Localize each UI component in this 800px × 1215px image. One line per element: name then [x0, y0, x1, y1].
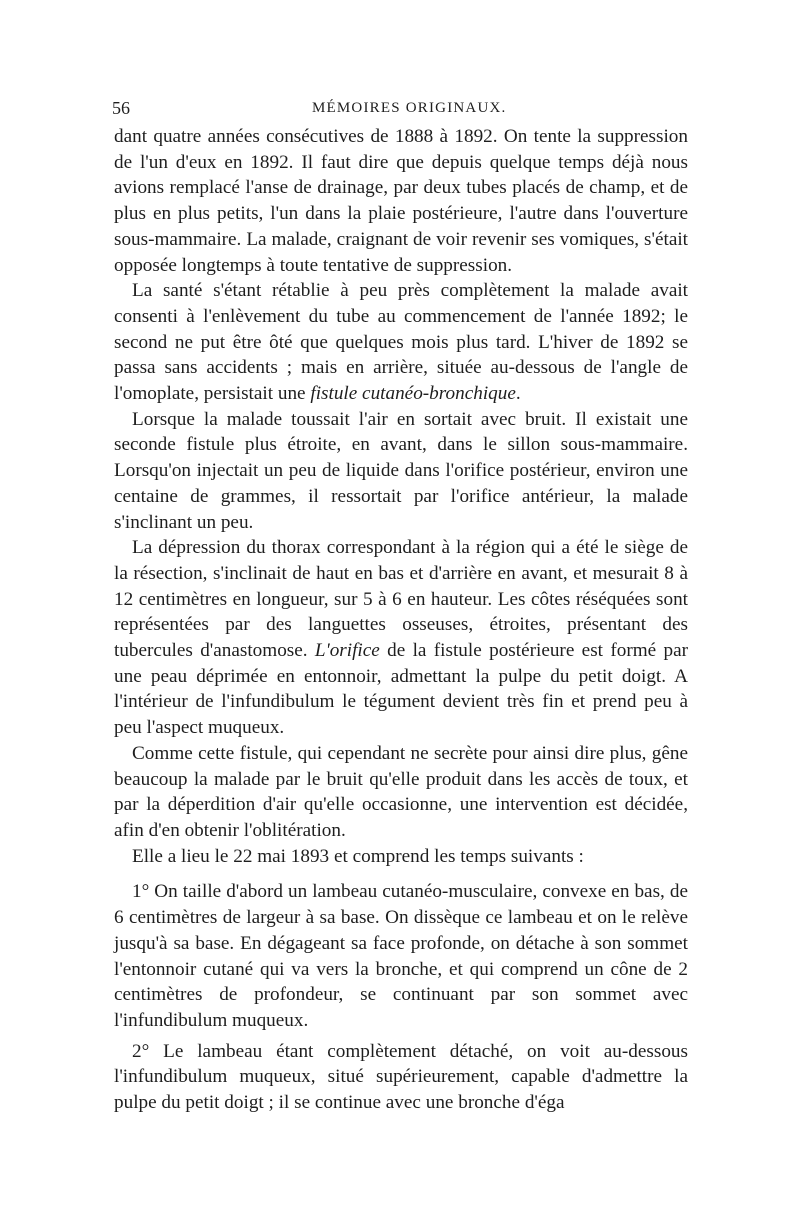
page-number: 56 [112, 98, 130, 118]
paragraph-6: Elle a lieu le 22 mai 1893 et comprend les temps suivants : [132, 845, 584, 867]
paragraph-2 [114, 278, 688, 407]
step-1-paragraph: 1° On taille d'abord un lambeau cutanéo-musculaire, convexe en bas, de 6 centimètres de largeur à sa base. On dissèque ce lambeau et on le relève jusqu'à sa base. En dégageant sa face profonde, on détache à son sommet l'entonnoir cutané qui va vers la bronche, et qui comprend un cône de 2 centimètres de profondeur, se continuant par son sommet avec l'infundibulum muqueux. [114, 881, 688, 1031]
paragraph-1: dant quatre années consécutives de 1888 à 1892. On tente la suppression de l'un d'eux en 1892. Il faut dire que depuis quelque temps déjà nous avions remplacé l'anse de drainage, par deux tubes placés de champ, et de plus en plus petits, l'un dans la plaie postérieure, l'autre dans l'ouverture sous-mammaire. La malade, craignant de voir revenir ses vomiques, s'était opposée longtemps à toute tentative de suppression. [114, 126, 688, 276]
body-text [114, 124, 688, 1116]
paragraph-2-end: . [515, 383, 521, 405]
step-2-paragraph: 2° Le lambeau étant complètement détaché, on voit au-dessous l'infundibulum muqueux, situé supérieurement, capable d'admettre la pulpe du petit doigt ; il se continue avec une bronche d'éga [114, 1040, 688, 1114]
paragraph-5: Comme cette fistule, qui cependant ne secrète pour ainsi dire plus, gêne beaucoup la malade par le bruit qu'elle produit dans les accès de toux, et par la déperdition d'air qu'elle occasionne, une intervention est décidée, afin d'en obtenir l'oblitération. [114, 742, 688, 841]
paragraph-4-end: de la fistule postérieure est formé par une peau déprimée en entonnoir, admettant la pulpe du petit doigt. A l'intérieur de l'infundibulum le tégument devient très fin et prend peu à peu l'aspect muqueux. [114, 640, 688, 739]
running-head: MÉMOIRES ORIGINAUX. [312, 100, 507, 116]
paragraph-4 [114, 535, 688, 741]
paragraph-3: Lorsque la malade toussait l'air en sortait avec bruit. Il existait une seconde fistule plus étroite, en avant, dans le sillon sous-mammaire. Lorsqu'on injectait un peu de liquide dans l'orifice postérieur, environ une centaine de grammes, il ressortait par l'orifice antérieur, la malade s'inclinant un peu. [114, 408, 688, 533]
paragraph-2-text: La santé s'étant rétablie à peu près complètement la malade avait consenti à l'enlèvement du tube au commencement de l'année 1892; le second ne put être ôté que quelques mois plus tard. L'hiver de 1892 se passa sans accidents ; mais en arrière, située au-dessous de l'angle de l'omoplate, persistait une [114, 280, 688, 405]
fistula-term: fistule cutanéo-bronchique [310, 383, 516, 405]
paragraph-4-text: La dépression du thorax correspondant à la région qui a été le siège de la résection, s'inclinait de haut en bas et d'arrière en avant, et mesurait 8 à 12 centimètres en longueur, sur 5 à 6 en hauteur. Les côtes réséquées sont représentées par des languettes osseuses, étroites, présentant des tubercules d'anastomose. [114, 537, 688, 662]
orifice-term: L'orifice [314, 640, 380, 662]
